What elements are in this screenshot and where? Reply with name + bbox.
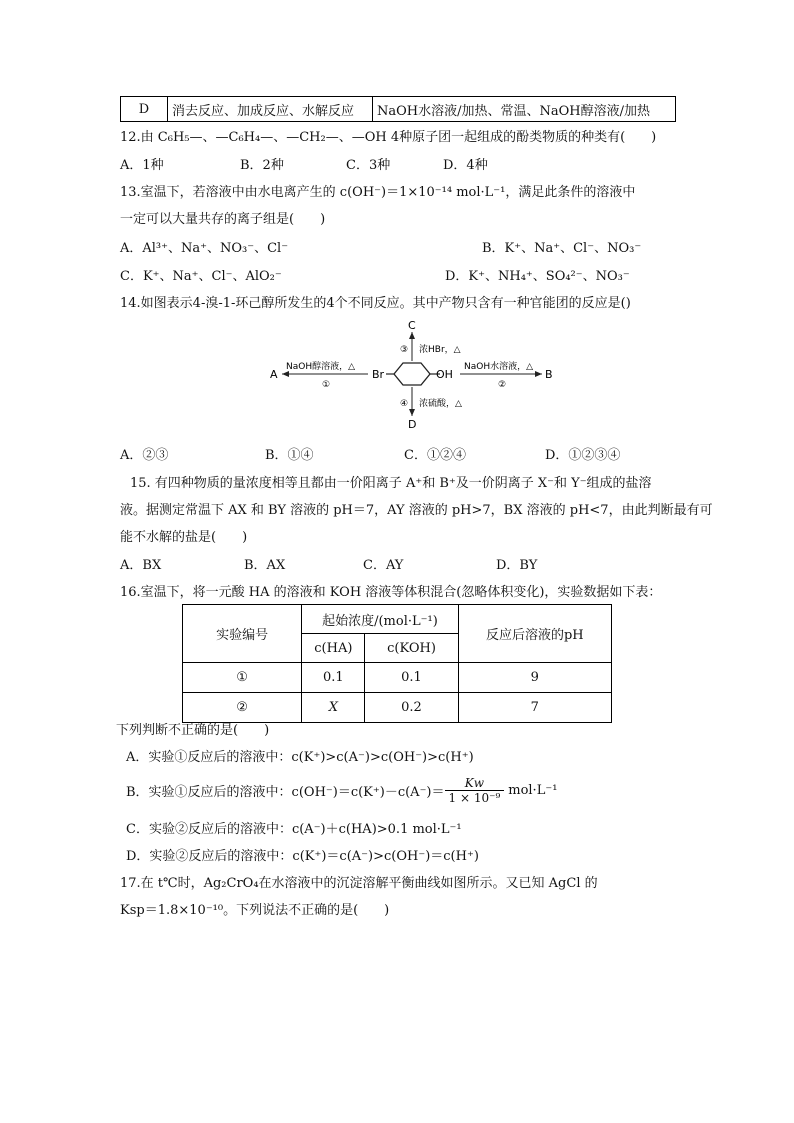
cell-reactions: 消去反应、加成反应、水解反应	[168, 97, 373, 122]
cell-id: D	[121, 97, 168, 122]
reaction-diagram	[264, 318, 554, 430]
header-c-ha: c(HA)	[302, 634, 365, 663]
product-a: A	[270, 368, 278, 381]
cell-conditions: NaOH水溶液/加热、常温、NaOH醇溶液/加热	[373, 97, 676, 122]
row1-c-ha: 0.1	[302, 663, 365, 693]
table-row	[183, 663, 612, 693]
header-experiment-id: 实验编号	[183, 605, 302, 663]
q14-option-a: A．②③	[120, 448, 169, 463]
q16-option-a: A．实验①反应后的溶液中：c(K⁺)>c(A⁻)>c(OH⁻)>c(H⁺)	[126, 750, 474, 765]
q15-option-c: C．AY	[363, 558, 404, 573]
q13-option-a: A．Al³⁺、Na⁺、NO₃⁻、Cl⁻	[120, 241, 289, 256]
q13-option-b: B．K⁺、Na⁺、Cl⁻、NO₃⁻	[482, 241, 642, 256]
q16-stem: 16.室温下，将一元酸 HA 的溶液和 KOH 溶液等体积混合(忽略体积变化)，实验数据如下表：	[120, 585, 662, 600]
q16-option-b-unit: mol·L⁻¹	[508, 782, 558, 798]
product-b: B	[545, 368, 553, 381]
row2-id: ②	[183, 693, 302, 723]
q15-line1: 15. 有四种物质的量浓度相等且都由一价阳离子 A⁺和 B⁺及一价阴离子 X⁻和 Y⁻组成的盐溶	[130, 476, 652, 491]
q12-option-b: B．2种	[240, 158, 284, 173]
q15-option-b: B．AX	[244, 558, 286, 573]
cyclohexane-ring	[394, 363, 430, 385]
q16-option-b	[126, 772, 557, 808]
q17-line1: 17.在 t℃时，Ag₂CrO₄在水溶液中的沉淀溶解平衡曲线如图所示。又已知 AgCl 的	[120, 876, 598, 891]
product-c: C	[408, 319, 416, 332]
experiment-table	[182, 604, 612, 723]
q15-line3: 能不水解的盐是( )	[120, 530, 248, 545]
q12-option-d: D．4种	[443, 158, 488, 173]
q15-line2: 液。据测定常温下 AX 和 BY 溶液的 pH＝7，AY 溶液的 pH>7，BX 溶液的 pH<7，由此判断最有可	[120, 503, 713, 518]
q12-option-c: C．3种	[346, 158, 391, 173]
row2-ph: 7	[458, 693, 611, 723]
table-row	[183, 693, 612, 723]
q14-option-b: B．①④	[265, 448, 314, 463]
q13-option-c: C．K⁺、Na⁺、Cl⁻、AlO₂⁻	[120, 269, 282, 284]
fraction-numerator: Kw	[445, 776, 505, 791]
header-c-koh: c(KOH)	[365, 634, 458, 663]
top-answer-table	[120, 96, 676, 122]
reaction-number-4: ④	[400, 399, 409, 409]
q14-option-c: C．①②④	[404, 448, 466, 463]
q15-option-d: D．BY	[496, 558, 538, 573]
condition-2: NaOH水溶液，△	[464, 362, 534, 372]
q12-option-a: A．1种	[120, 158, 164, 173]
kw-fraction	[445, 776, 505, 805]
table-row	[121, 97, 676, 122]
row2-c-koh: 0.2	[365, 693, 458, 723]
substituent-br: Br	[372, 368, 385, 381]
q16-option-c: C．实验②反应后的溶液中：c(A⁻)＋c(HA)>0.1 mol·L⁻¹	[126, 822, 462, 837]
header-ph-after: 反应后溶液的pH	[458, 605, 611, 663]
condition-4: 浓硫酸，△	[419, 399, 462, 409]
row1-id: ①	[183, 663, 302, 693]
q16-option-d: D．实验②反应后的溶液中：c(K⁺)＝c(A⁻)>c(OH⁻)＝c(H⁺)	[126, 849, 479, 864]
product-d: D	[408, 418, 417, 430]
q13-stem-line2: 一定可以大量共存的离子组是( )	[120, 212, 326, 227]
substituent-oh: OH	[436, 368, 453, 381]
reaction-number-3: ③	[400, 345, 409, 355]
q15-option-a: A．BX	[120, 558, 162, 573]
q12-stem: 12.由 C₆H₅—、—C₆H₄—、—CH₂—、—OH 4种原子团一起组成的酚类物质的种类有( )	[120, 130, 657, 145]
q16-judge: 下列判断不正确的是( )	[116, 723, 270, 738]
row1-c-koh: 0.1	[365, 663, 458, 693]
fraction-denominator: 1 × 10⁻⁹	[448, 790, 501, 805]
q14-stem: 14.如图表示4-溴-1-环己醇所发生的4个不同反应。其中产物只含有一种官能团的反应是()	[120, 296, 631, 311]
q13-option-d: D．K⁺、NH₄⁺、SO₄²⁻、NO₃⁻	[445, 269, 630, 284]
table-header-row	[183, 605, 612, 634]
row2-c-ha: X	[302, 693, 365, 723]
q14-option-d: D．①②③④	[545, 448, 621, 463]
q17-line2: Ksp＝1.8×10⁻¹⁰。下列说法不正确的是( )	[120, 903, 390, 918]
condition-1: NaOH醇溶液，△	[286, 362, 356, 372]
condition-3: 浓HBr，△	[419, 345, 461, 355]
row1-ph: 9	[458, 663, 611, 693]
q16-option-b-text: B．实验①反应后的溶液中：c(OH⁻)＝c(K⁺)－c(A⁻)＝	[126, 784, 445, 800]
q13-stem-line1: 13.室温下，若溶液中由水电离产生的 c(OH⁻)＝1×10⁻¹⁴ mol·L⁻¹，满足此条件的溶液中	[120, 185, 636, 200]
header-initial-concentration: 起始浓度/(mol·L⁻¹)	[302, 605, 458, 634]
reaction-number-1: ①	[322, 380, 331, 390]
reaction-number-2: ②	[498, 380, 507, 390]
